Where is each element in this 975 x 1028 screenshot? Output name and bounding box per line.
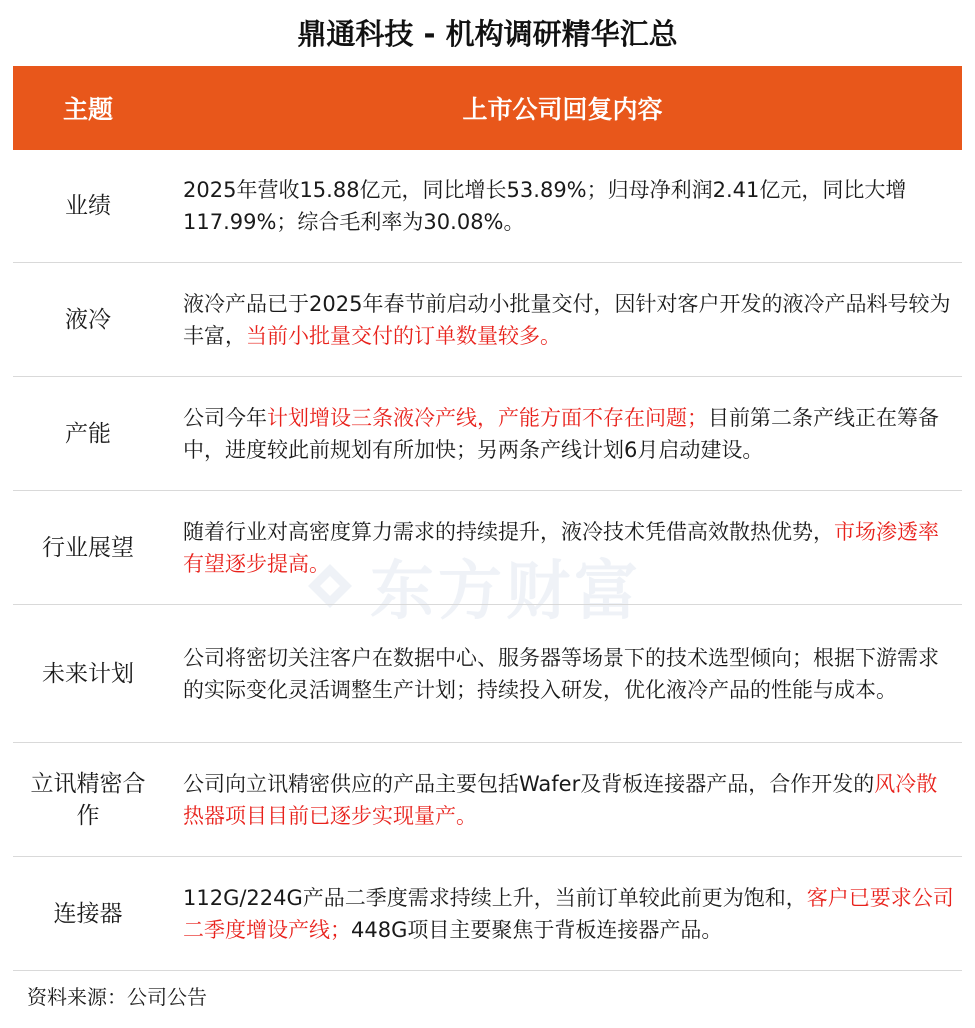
header-content: 上市公司回复内容 [462, 95, 663, 124]
row-topic: 连接器 [53, 900, 123, 927]
row-content [163, 516, 962, 580]
table-row [13, 743, 962, 857]
table-row [13, 263, 962, 377]
row-text: 液冷产品已于2025年春节前启动小批量交付，因针对客户开发的液冷产品料号较为丰富， [183, 291, 951, 348]
row-topic: 立讯精密合作 [30, 770, 146, 829]
summary-table [13, 66, 962, 971]
row-text: 随着行业对高密度算力需求的持续提升，液冷技术凭借高效散热优势， [183, 519, 834, 544]
watermark-text: 东方财富 [370, 555, 642, 629]
row-text-highlight: 计划增设三条液冷产线，产能方面不存在问题； [267, 405, 708, 430]
table-row [13, 605, 962, 743]
row-content [163, 642, 962, 706]
row-text-highlight: 风冷散热器项目目前已逐步实现量产。 [183, 771, 938, 828]
row-text: 448G项目主要聚焦于背板连接器产品。 [351, 917, 723, 942]
row-topic: 液冷 [65, 306, 111, 333]
source-note: 资料来源：公司公告 [27, 985, 207, 1009]
table-row [13, 857, 962, 971]
row-text: 2025年营收15.88亿元，同比增长53.89%；归母净利润2.41亿元，同比大增117.99%；综合毛利率为30.08%。 [183, 178, 907, 234]
table-header [13, 66, 962, 150]
row-text-highlight: 客户已要求公司二季度增设产线； [183, 885, 954, 942]
row-content [163, 174, 962, 238]
row-text: 目前第二条产线正在筹备中，进度较此前规划有所加快；另两条产线计划6月启动建设。 [183, 405, 939, 462]
page-title: 鼎通科技 - 机构调研精华汇总 [297, 17, 678, 51]
row-text-highlight: 当前小批量交付的订单数量较多。 [246, 323, 561, 348]
row-topic: 产能 [65, 420, 111, 447]
row-text: 公司向立讯精密供应的产品主要包括Wafer及背板连接器产品，合作开发的 [183, 771, 875, 796]
row-text-highlight: 市场渗透率有望逐步提高。 [183, 519, 939, 576]
row-topic: 未来计划 [42, 660, 134, 687]
row-text: 112G/224G产品二季度需求持续上升，当前订单较此前更为饱和， [183, 885, 807, 910]
row-content [163, 768, 962, 832]
table-row [13, 150, 962, 263]
table-row [13, 491, 962, 605]
table-row [13, 377, 962, 491]
row-text: 公司将密切关注客户在数据中心、服务器等场景下的技术选型倾向；根据下游需求的实际变化灵活调整生产计划；持续投入研发，优化液冷产品的性能与成本。 [183, 645, 939, 702]
header-topic: 主题 [62, 95, 113, 124]
row-topic: 行业展望 [42, 534, 134, 561]
row-text: 公司今年 [183, 405, 267, 430]
row-content [163, 402, 962, 466]
row-content [163, 288, 962, 352]
row-content [163, 882, 962, 946]
row-topic: 业绩 [65, 193, 111, 219]
